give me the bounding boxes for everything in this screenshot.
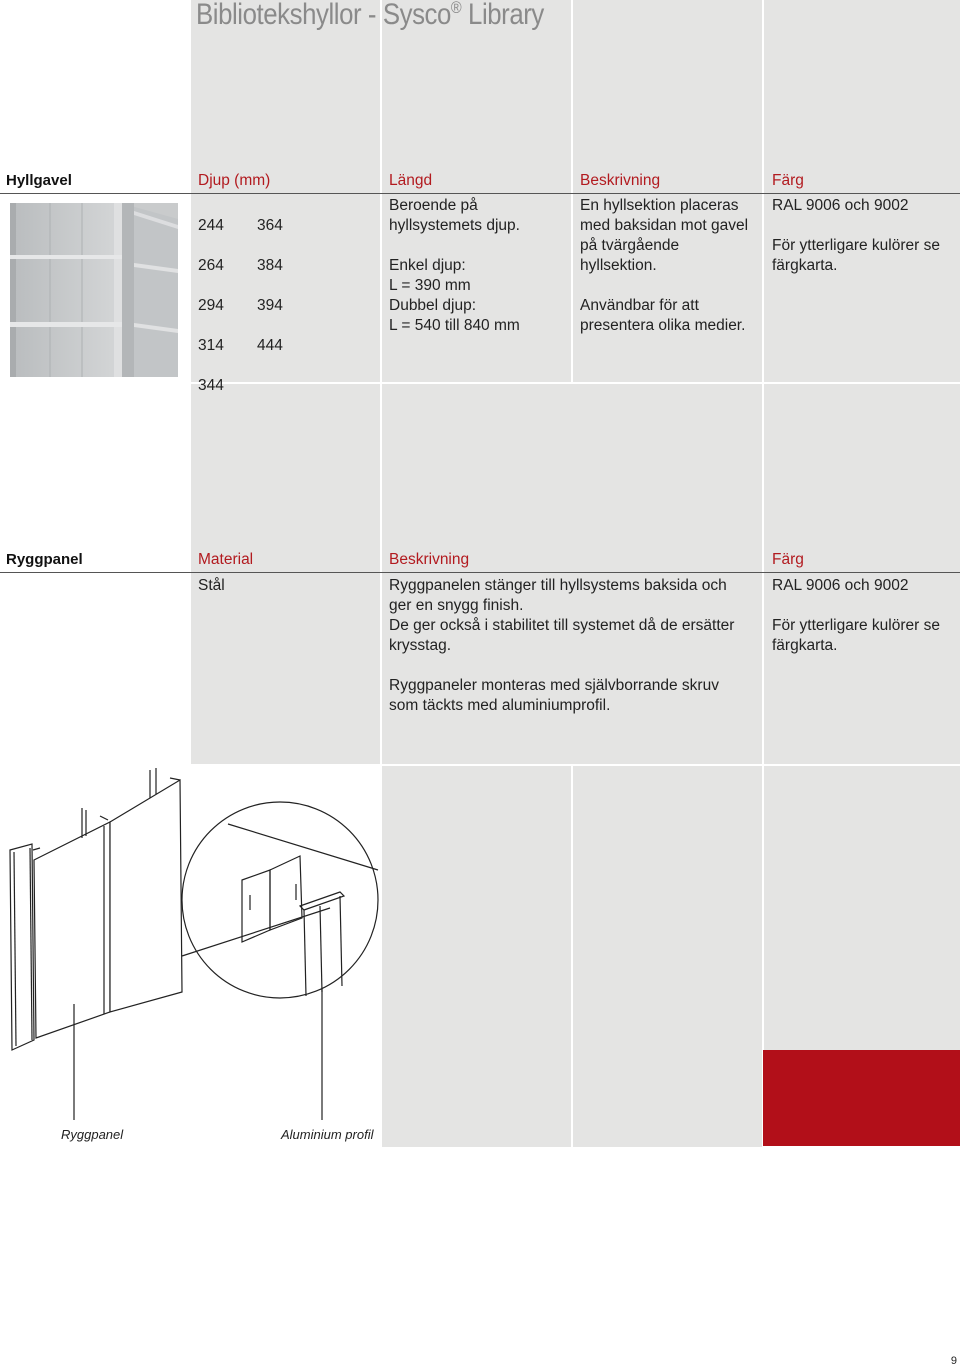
- section-label-ryggpanel: Ryggpanel: [6, 551, 83, 568]
- depth-value: 394: [257, 297, 283, 314]
- color-text: RAL 9006 och 9002 För ytterligare kulörer se färgkarta.: [772, 577, 940, 654]
- header-description: Beskrivning: [580, 172, 661, 189]
- header-color: Färg: [772, 551, 804, 568]
- section-label-hyllgavel: Hyllgavel: [6, 172, 72, 189]
- color-swatch-red: [763, 1050, 960, 1146]
- depth-value: 344: [198, 377, 224, 394]
- depths-column-1: [198, 196, 224, 416]
- header-material: Material: [198, 551, 254, 568]
- depth-value: 314: [198, 337, 224, 354]
- col-bg-3-bot: [573, 766, 762, 1147]
- depth-value: 294: [198, 297, 224, 314]
- col-bg-1-mid: [191, 384, 380, 764]
- depth-value: 264: [198, 257, 224, 274]
- color-text: RAL 9006 och 9002 För ytterligare kulörer se färgkarta.: [772, 197, 940, 274]
- page-number: 9: [950, 1355, 957, 1367]
- header-length: Längd: [389, 172, 433, 189]
- description-text: En hyllsektion placeras med baksidan mot gavel på tvärgående hyllsektion. Användbar för att presentera olika medier.: [580, 197, 749, 334]
- length-text: Beroende på hyllsystemets djup. Enkel djup: L = 390 mm Dubbel djup: L = 540 till 840 mm: [389, 197, 520, 334]
- shelf-photo: [10, 203, 178, 377]
- col-bg-4-top: [764, 0, 960, 382]
- depth-value: 384: [257, 257, 283, 274]
- caption-aluminium-profil: Aluminium profil: [281, 1127, 374, 1142]
- material-text: Stål: [198, 577, 225, 594]
- depth-value: 364: [257, 217, 283, 234]
- col-bg-2-bot: [382, 766, 571, 1147]
- depth-value: 444: [257, 337, 283, 354]
- page-title: Bibliotekshyllor - Sysco® Library: [196, 0, 544, 31]
- section-rule: [0, 193, 960, 194]
- header-color: Färg: [772, 172, 804, 189]
- col-bg-4-bot: [764, 766, 960, 1050]
- depth-value: 244: [198, 217, 224, 234]
- caption-ryggpanel: Ryggpanel: [61, 1127, 124, 1142]
- depths-column-2: [257, 196, 283, 376]
- description-text: Ryggpanelen stänger till hyllsystems baksida och ger en snygg finish. De ger också i stabilitet till systemet då de ersätter krysstag. Ryggpaneler monteras med självborrande skruv som täckts med aluminiumprofil.: [389, 577, 735, 714]
- header-depth: Djup (mm): [198, 172, 271, 189]
- back-panel-drawing: [0, 760, 390, 1130]
- col-bg-4-mid: [764, 384, 960, 764]
- section-rule: [0, 572, 960, 573]
- header-description: Beskrivning: [389, 551, 470, 568]
